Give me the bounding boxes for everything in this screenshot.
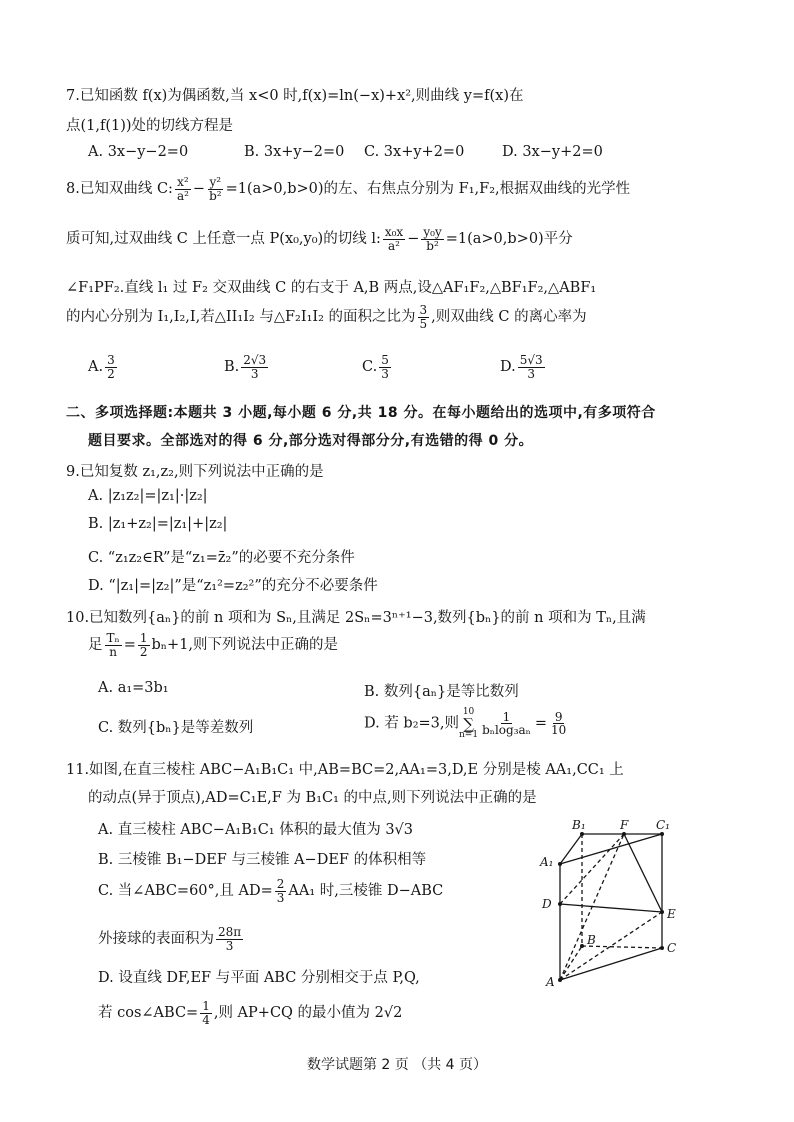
fraction: $\frac{2}{3}$ bbox=[276, 877, 285, 905]
edge-b1a1 bbox=[560, 834, 582, 864]
label-b1: B₁ bbox=[572, 818, 586, 832]
q11-option-a: A. 直三棱柱 ABC−A₁B₁C₁ 体积的最大值为 3√3 bbox=[98, 822, 414, 838]
q9-option-d: D. “|z₁|=|z₂|”是“z₁²=z₂²”的充分不必要条件 bbox=[88, 578, 378, 594]
q8-option-b: B. $\frac{2√3}{3}$ bbox=[224, 353, 267, 381]
page-footer: 数学试题第 2 页 （共 4 页） bbox=[306, 1057, 488, 1073]
q8-option-d: D. $\frac{5√3}{3}$ bbox=[500, 353, 543, 381]
q8-option-a: A. $\frac{3}{2}$ bbox=[88, 353, 115, 381]
q9-option-a: A. |z₁z₂|=|z₁|·|z₂| bbox=[88, 488, 208, 504]
section2-heading-line1: 二、多项选择题:本题共 3 小题,每小题 6 分,共 18 分。在每小题给出的选项中,有多项符合 bbox=[66, 405, 656, 421]
label-a: A bbox=[546, 975, 555, 989]
fraction: $\frac{1}{4}$ bbox=[202, 999, 210, 1027]
q9-option-c: C. “z₁z₂∈R”是“z₁=z̄₂”的必要不充分条件 bbox=[88, 550, 355, 566]
label-b: B bbox=[587, 933, 596, 947]
label-f: F bbox=[620, 818, 629, 832]
q7-stem-line2: 点(1,f(1))处的切线方程是 bbox=[66, 118, 234, 134]
fraction: $\frac{28\pi}{3}$ bbox=[218, 925, 242, 953]
q7-option-c: C. 3x+y+2=0 bbox=[364, 144, 465, 160]
q9-option-b: B. |z₁+z₂|=|z₁|+|z₂| bbox=[88, 516, 228, 532]
label-e: E bbox=[667, 907, 676, 921]
q10-option-a: A. a₁=3b₁ bbox=[98, 680, 169, 696]
segment-df-hidden bbox=[560, 834, 624, 904]
q11-option-d-line2: 若 cos∠ABC= $\frac{1}{4}$ ,则 AP+CQ 的最小值为 2√2 bbox=[98, 999, 403, 1027]
fraction: $\frac{\text{x²}}{\text{a²}}$ bbox=[176, 175, 189, 203]
edge-a1c1 bbox=[560, 834, 662, 864]
edge-ab-hidden bbox=[560, 946, 582, 980]
q7-option-a: A. 3x−y−2=0 bbox=[88, 144, 189, 160]
fraction: $\frac{\text{x₀x}}{\text{a²}}$ bbox=[384, 225, 404, 253]
edge-ac bbox=[560, 948, 662, 980]
q8-stem-line4: 的内心分别为 I₁,I₂,I,若△II₁I₂ 与△F₂I₁I₂ 的面积之比为 $\frac{3}{5}$ ,则双曲线 C 的离心率为 bbox=[66, 303, 587, 331]
q10-option-b: B. 数列{aₙ}是等比数列 bbox=[364, 684, 519, 700]
fraction: $\frac{\text{y²}}{\text{b²}}$ bbox=[209, 175, 222, 203]
q11-option-b: B. 三棱锥 B₁−DEF 与三棱锥 A−DEF 的体积相等 bbox=[98, 852, 427, 868]
q7-option-d: D. 3x−y+2=0 bbox=[502, 144, 603, 160]
section2-heading-line2: 题目要求。全部选对的得 6 分,部分选对得部分分,有选错的得 0 分。 bbox=[88, 433, 534, 449]
q7-stem-line1: 7.已知函数 f(x)为偶函数,当 x<0 时,f(x)=ln(−x)+x²,则曲线 y=f(x)在 bbox=[66, 88, 524, 104]
q11-option-c-line2: 外接球的表面积为 $\frac{28\pi}{3}$ bbox=[98, 925, 242, 953]
segment-fe bbox=[624, 834, 662, 912]
q10-option-d: D. 若 b₂=3,则 10 ∑ n=1 $\frac{1}{\text{bₙlog₃aₙ}}$ = $\frac{9}{10}$ bbox=[364, 707, 567, 740]
fraction: $\frac{9}{10}$ bbox=[551, 709, 567, 738]
q7-option-b: B. 3x+y−2=0 bbox=[244, 144, 345, 160]
segment-de bbox=[560, 904, 662, 912]
label-a1: A₁ bbox=[540, 855, 554, 869]
label-c1: C₁ bbox=[656, 818, 670, 832]
fraction: $\frac{\text{y₀y}}{\text{b²}}$ bbox=[423, 225, 442, 253]
fraction: $\frac{1}{\text{bₙlog₃aₙ}}$ bbox=[482, 709, 531, 738]
q10-stem-line1: 10.已知数列{aₙ}的前 n 项和为 Sₙ,且满足 2Sₙ=3ⁿ⁺¹−3,数列{bₙ}的前 n 项和为 Tₙ,且满 bbox=[66, 610, 646, 626]
label-c: C bbox=[667, 941, 677, 955]
q11-stem-line2: 的动点(异于顶点),AD=C₁E,F 为 B₁C₁ 的中点,则下列说法中正确的是 bbox=[88, 790, 537, 806]
q8-stem-line2: 质可知,过双曲线 C 上任意一点 P(x₀,y₀)的切线 l: $\frac{\text{x₀x}}{\text{a²}}$ − $\frac{\text{y₀y}}{\text{b²}}$ =1(a>0,b>0)平分 bbox=[66, 225, 573, 253]
summation-sign: 10 ∑ n=1 bbox=[459, 707, 479, 740]
q8-stem-line3: ∠F₁PF₂.直线 l₁ 过 F₂ 交双曲线 C 的右支于 A,B 两点,设△AF₁F₂,△BF₁F₂,△ABF₁ bbox=[66, 280, 597, 296]
q8-stem-line1: 8.已知双曲线 C: $\frac{\text{x²}}{\text{a²}}$ − $\frac{\text{y²}}{\text{b²}}$ =1(a>0,b>0)的左、右焦点分别为 F₁,F₂,根据双曲线的光学性 bbox=[66, 175, 631, 203]
fraction: $\frac{1}{2}$ bbox=[139, 631, 148, 659]
q10-stem-line2: 足 $\frac{\text{Tₙ}}{n}$ = $\frac{1}{2}$ bₙ+1,则下列说法中正确的是 bbox=[88, 631, 339, 659]
label-d: D bbox=[542, 897, 552, 911]
q11-option-d-line1: D. 设直线 DF,EF 与平面 ABC 分别相交于点 P,Q, bbox=[98, 970, 420, 986]
q11-stem-line1: 11.如图,在直三棱柱 ABC−A₁B₁C₁ 中,AB=BC=2,AA₁=3,D,E 分别是棱 AA₁,CC₁ 上 bbox=[66, 762, 624, 778]
q10-option-c: C. 数列{bₙ}是等差数列 bbox=[98, 720, 254, 736]
q11-option-c-line1: C. 当∠ABC=60°,且 AD= $\frac{2}{3}$ AA₁ 时,三棱锥 D−ABC bbox=[98, 877, 444, 905]
q8-option-c: C. $\frac{5}{3}$ bbox=[362, 353, 389, 381]
fraction: $\frac{3}{5}$ bbox=[419, 303, 428, 331]
prism-figure bbox=[530, 818, 690, 990]
q9-stem: 9.已知复数 z₁,z₂,则下列说法中正确的是 bbox=[66, 464, 324, 480]
fraction: $\frac{\text{Tₙ}}{n}$ bbox=[106, 631, 120, 659]
